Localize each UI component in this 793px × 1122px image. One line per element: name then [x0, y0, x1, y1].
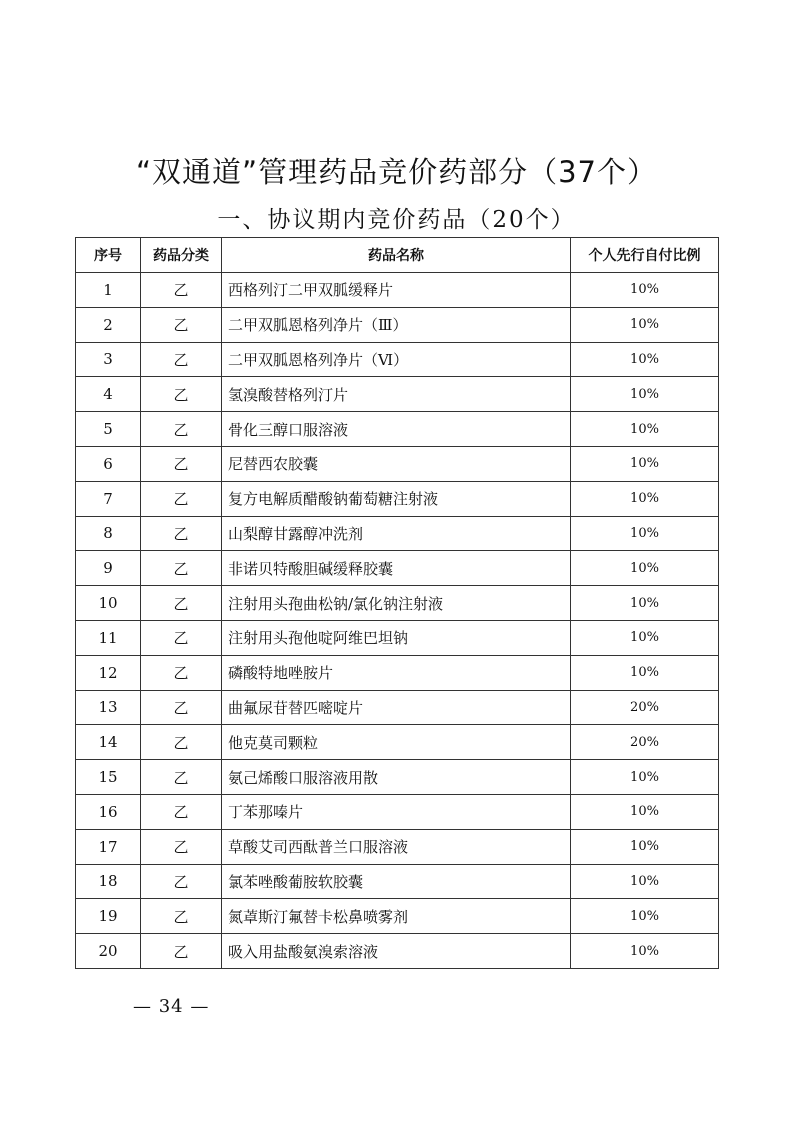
row-copay-ratio: 10%: [571, 794, 719, 829]
row-index: 6: [76, 446, 141, 481]
row-copay-ratio: 10%: [571, 899, 719, 934]
row-copay-ratio: 10%: [571, 377, 719, 412]
row-drug-name: 山梨醇甘露醇冲洗剂: [222, 516, 571, 551]
section-subtitle: 一、协议期内竞价药品（20个）: [217, 207, 576, 233]
row-index: 11: [76, 620, 141, 655]
row-index: 3: [76, 342, 141, 377]
row-index: 4: [76, 377, 141, 412]
row-category: 乙: [141, 899, 222, 934]
row-index: 18: [76, 864, 141, 899]
table-row: [76, 829, 719, 864]
row-drug-name: 氨己烯酸口服溶液用散: [222, 760, 571, 795]
table-row: [76, 690, 719, 725]
row-category: 乙: [141, 342, 222, 377]
row-category: 乙: [141, 794, 222, 829]
header-index: 序号: [76, 238, 141, 273]
row-category: 乙: [141, 934, 222, 969]
row-drug-name: 草酸艾司西酞普兰口服溶液: [222, 829, 571, 864]
row-copay-ratio: 10%: [571, 342, 719, 377]
row-category: 乙: [141, 446, 222, 481]
table-row: [76, 516, 719, 551]
row-copay-ratio: 10%: [571, 551, 719, 586]
row-category: 乙: [141, 620, 222, 655]
table-row: [76, 551, 719, 586]
row-drug-name: 非诺贝特酸胆碱缓释胶囊: [222, 551, 571, 586]
row-drug-name: 吸入用盐酸氨溴索溶液: [222, 934, 571, 969]
row-copay-ratio: 10%: [571, 516, 719, 551]
row-index: 20: [76, 934, 141, 969]
table-row: [76, 760, 719, 795]
row-copay-ratio: 10%: [571, 934, 719, 969]
row-drug-name: 丁苯那嗪片: [222, 794, 571, 829]
row-index: 1: [76, 273, 141, 308]
row-index: 12: [76, 655, 141, 690]
row-drug-name: 他克莫司颗粒: [222, 725, 571, 760]
row-category: 乙: [141, 829, 222, 864]
table-row: [76, 794, 719, 829]
table-row: [76, 412, 719, 447]
row-category: 乙: [141, 412, 222, 447]
row-copay-ratio: 10%: [571, 481, 719, 516]
row-category: 乙: [141, 516, 222, 551]
table-row: [76, 307, 719, 342]
table-row: [76, 864, 719, 899]
row-category: 乙: [141, 307, 222, 342]
row-drug-name: 复方电解质醋酸钠葡萄糖注射液: [222, 481, 571, 516]
table-row: [76, 620, 719, 655]
row-index: 2: [76, 307, 141, 342]
row-category: 乙: [141, 690, 222, 725]
table-row: [76, 481, 719, 516]
row-drug-name: 磷酸特地唑胺片: [222, 655, 571, 690]
row-drug-name: 曲氟尿苷替匹嘧啶片: [222, 690, 571, 725]
table-row: [76, 899, 719, 934]
row-index: 5: [76, 412, 141, 447]
header-category: 药品分类: [141, 238, 222, 273]
row-drug-name: 尼替西农胶囊: [222, 446, 571, 481]
row-copay-ratio: 10%: [571, 864, 719, 899]
row-copay-ratio: 10%: [571, 446, 719, 481]
row-index: 15: [76, 760, 141, 795]
row-index: 16: [76, 794, 141, 829]
row-category: 乙: [141, 864, 222, 899]
row-category: 乙: [141, 655, 222, 690]
row-drug-name: 氯苯唑酸葡胺软胶囊: [222, 864, 571, 899]
header-copay-ratio: 个人先行自付比例: [571, 238, 719, 273]
document-title: “双通道”管理药品竞价药部分（37个）: [136, 155, 657, 189]
table-row: [76, 934, 719, 969]
table-header-row: [76, 238, 719, 273]
row-copay-ratio: 20%: [571, 690, 719, 725]
row-drug-name: 注射用头孢他啶阿维巴坦钠: [222, 620, 571, 655]
row-category: 乙: [141, 377, 222, 412]
row-drug-name: 注射用头孢曲松钠/氯化钠注射液: [222, 586, 571, 621]
row-category: 乙: [141, 760, 222, 795]
drug-table: [75, 237, 719, 969]
row-copay-ratio: 10%: [571, 586, 719, 621]
row-index: 14: [76, 725, 141, 760]
table-row: [76, 377, 719, 412]
row-index: 19: [76, 899, 141, 934]
row-copay-ratio: 10%: [571, 655, 719, 690]
row-index: 9: [76, 551, 141, 586]
table-row: [76, 655, 719, 690]
page-number: — 34 —: [133, 996, 210, 1017]
row-category: 乙: [141, 551, 222, 586]
table-row: [76, 342, 719, 377]
table-row: [76, 586, 719, 621]
row-copay-ratio: 10%: [571, 760, 719, 795]
row-drug-name: 骨化三醇口服溶液: [222, 412, 571, 447]
row-copay-ratio: 10%: [571, 307, 719, 342]
row-drug-name: 二甲双胍恩格列净片（Ⅵ）: [222, 342, 571, 377]
table-row: [76, 273, 719, 308]
row-category: 乙: [141, 481, 222, 516]
row-copay-ratio: 10%: [571, 620, 719, 655]
row-index: 10: [76, 586, 141, 621]
row-category: 乙: [141, 273, 222, 308]
row-category: 乙: [141, 586, 222, 621]
row-drug-name: 氮䓬斯汀氟替卡松鼻喷雾剂: [222, 899, 571, 934]
row-category: 乙: [141, 725, 222, 760]
row-drug-name: 氢溴酸替格列汀片: [222, 377, 571, 412]
table-row: [76, 446, 719, 481]
table-row: [76, 725, 719, 760]
table-body: [76, 273, 719, 969]
header-drug-name: 药品名称: [222, 238, 571, 273]
row-index: 13: [76, 690, 141, 725]
row-copay-ratio: 20%: [571, 725, 719, 760]
row-copay-ratio: 10%: [571, 273, 719, 308]
row-drug-name: 二甲双胍恩格列净片（Ⅲ）: [222, 307, 571, 342]
row-copay-ratio: 10%: [571, 829, 719, 864]
row-drug-name: 西格列汀二甲双胍缓释片: [222, 273, 571, 308]
row-index: 7: [76, 481, 141, 516]
row-index: 8: [76, 516, 141, 551]
row-copay-ratio: 10%: [571, 412, 719, 447]
row-index: 17: [76, 829, 141, 864]
